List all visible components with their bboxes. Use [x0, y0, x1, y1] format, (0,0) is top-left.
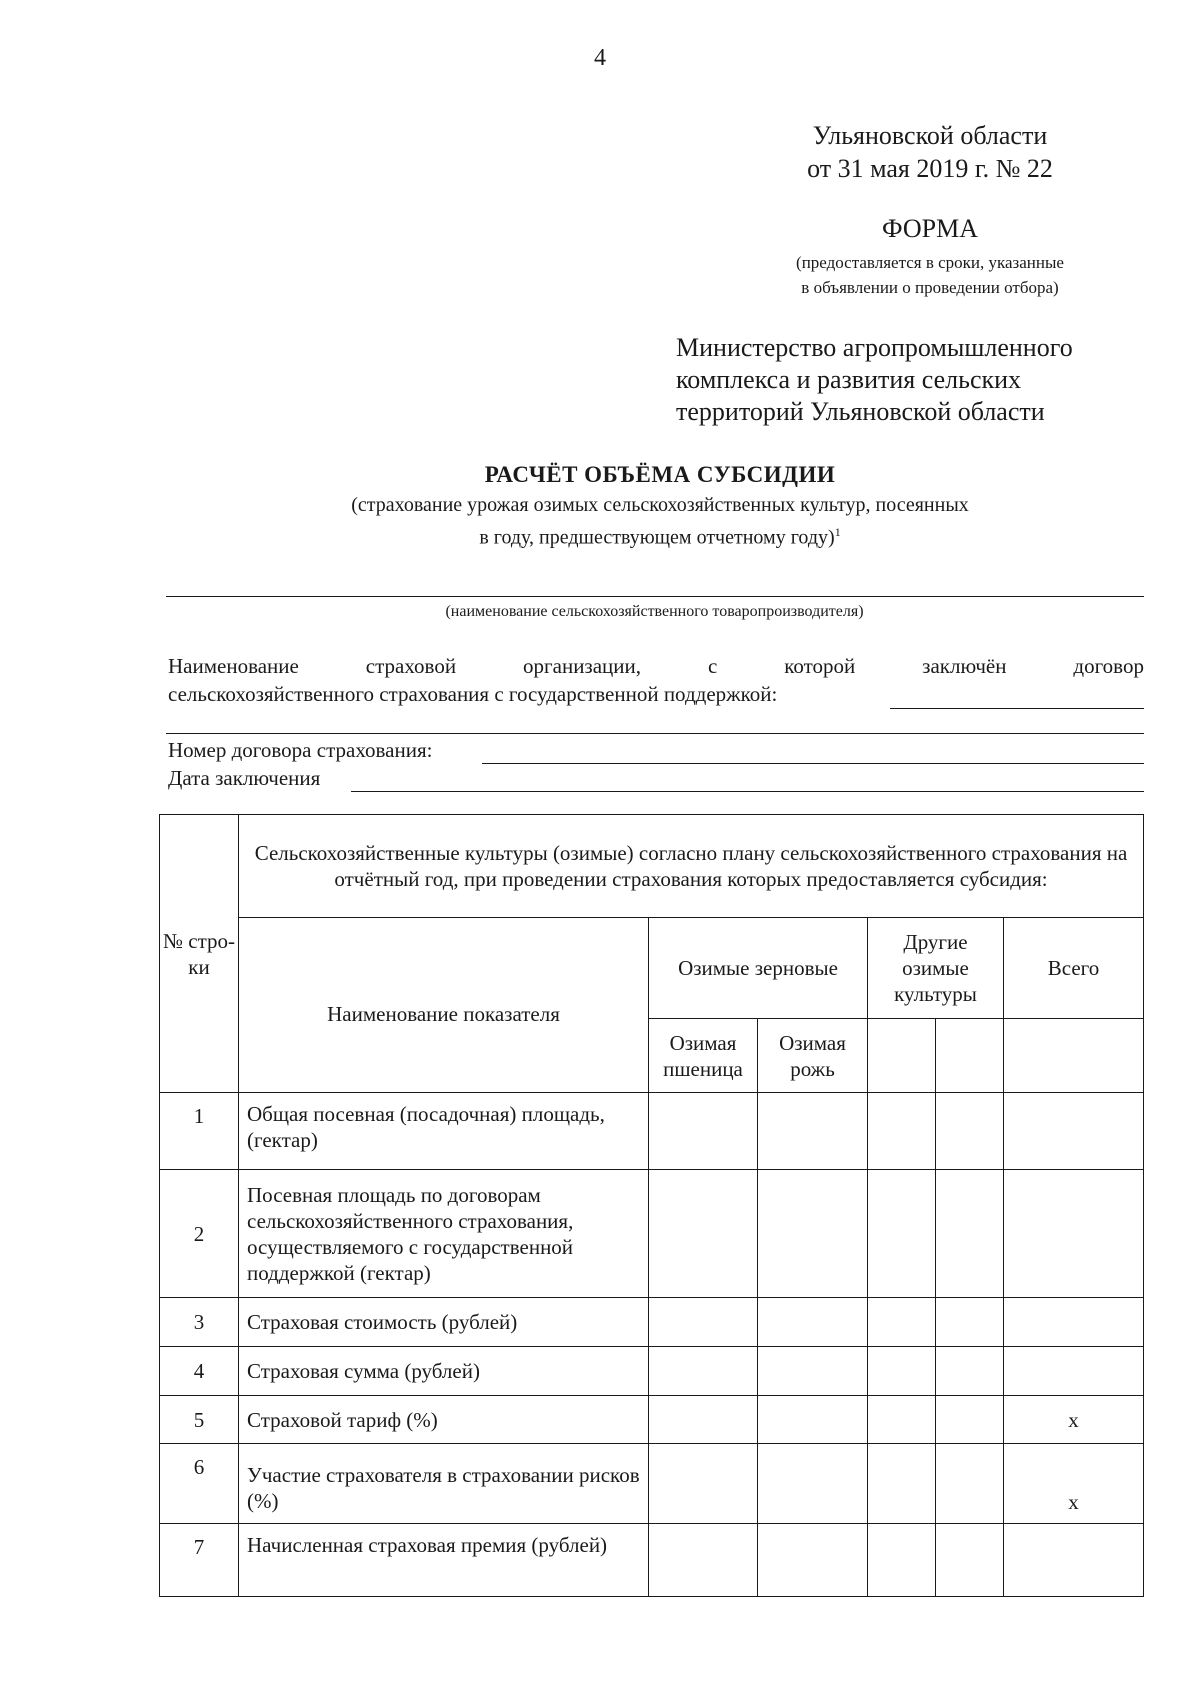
document-title: РАСЧЁТ ОБЪЁМА СУБСИДИИ — [484, 462, 836, 487]
row-number: 4 — [160, 1347, 239, 1396]
input-cell[interactable] — [936, 1170, 1004, 1298]
total-cell[interactable] — [1004, 1093, 1144, 1170]
insurer-word: заключён — [922, 654, 1007, 678]
insurer-name-field-continued[interactable] — [166, 733, 1144, 734]
contract-date-label: Дата заключения — [168, 766, 321, 790]
subtitle-line-2: в году, предшествующем отчетному году) — [479, 526, 835, 549]
row-label: Общая посевная (посадочная) площадь, (гектар) — [239, 1093, 649, 1170]
input-cell[interactable] — [936, 1524, 1004, 1597]
input-cell[interactable] — [868, 1347, 936, 1396]
row-label: Участие страхователя в страховании рисков (%) — [239, 1444, 649, 1524]
input-cell[interactable] — [936, 1298, 1004, 1347]
row-number: 5 — [160, 1396, 239, 1444]
contract-date-field[interactable] — [351, 791, 1144, 792]
indicator-name-header: Наименование показателя — [239, 918, 649, 1093]
insurer-word: договор — [1073, 654, 1144, 678]
input-cell[interactable] — [758, 1347, 868, 1396]
row-label: Посевная площадь по договорам сельскохозяйственного страхования, осуществляемого с государственной поддержкой (гектар) — [239, 1170, 649, 1298]
crops-group-header: Сельскохозяйственные культуры (озимые) согласно плану сельскохозяйственного страхования на отчётный год, при проведении страхования которых предоставляется субсидия: — [239, 815, 1144, 918]
other-crop-1-header — [868, 1019, 936, 1093]
producer-name-field[interactable] — [166, 596, 1144, 597]
table-row — [160, 1347, 1144, 1396]
input-cell[interactable] — [649, 1347, 758, 1396]
other-crop-2-header — [936, 1019, 1004, 1093]
form-title: ФОРМА — [882, 214, 978, 243]
input-cell[interactable] — [649, 1396, 758, 1444]
document-subtitle — [250, 492, 1070, 552]
total-cell[interactable] — [1004, 1347, 1144, 1396]
insurer-name-field[interactable] — [890, 708, 1144, 709]
insurer-word: с — [707, 654, 718, 678]
table-row — [160, 1170, 1144, 1298]
subsidy-table — [159, 814, 1144, 1597]
total-cell[interactable] — [1004, 1298, 1144, 1347]
winter-rye-header: Озимая рожь — [758, 1019, 868, 1093]
input-cell[interactable] — [936, 1093, 1004, 1170]
input-cell[interactable] — [868, 1093, 936, 1170]
row-label: Начисленная страховая премия (рублей) — [239, 1524, 649, 1597]
row-label: Страховая сумма (рублей) — [239, 1347, 649, 1396]
total-subheader — [1004, 1019, 1144, 1093]
input-cell[interactable] — [868, 1298, 936, 1347]
input-cell[interactable] — [758, 1444, 868, 1524]
recipient-line-2: комплекса и развития сельских — [676, 365, 1022, 394]
total-cell[interactable] — [1004, 1524, 1144, 1597]
recipient-line-3: территорий Ульяновской области — [676, 397, 1045, 426]
input-cell[interactable] — [649, 1093, 758, 1170]
input-cell[interactable] — [649, 1444, 758, 1524]
total-header: Всего — [1004, 918, 1144, 1019]
insurer-word: Наименование — [168, 654, 299, 678]
row-number: 7 — [160, 1524, 239, 1597]
insurer-label-line-2: сельскохозяйственного страхования с государственной поддержкой: — [168, 682, 778, 706]
form-note-line-2: в объявлении о проведении отбора) — [801, 278, 1059, 297]
recipient-block — [676, 332, 1073, 428]
recipient-line-1: Министерство агропромышленного — [676, 333, 1073, 362]
input-cell[interactable] — [758, 1170, 868, 1298]
contract-number-label: Номер договора страхования: — [168, 738, 433, 762]
input-cell[interactable] — [758, 1524, 868, 1597]
input-cell[interactable] — [868, 1444, 936, 1524]
other-winter-crops-header: Другие озимые культуры — [868, 918, 1004, 1019]
form-note — [700, 250, 1160, 300]
input-cell[interactable] — [868, 1396, 936, 1444]
row-number-header: № стро- ки — [160, 815, 239, 1093]
row-number: 2 — [160, 1170, 239, 1298]
row-label: Страховой тариф (%) — [239, 1396, 649, 1444]
header-region-line: Ульяновской области — [812, 121, 1048, 150]
header-date-line: от 31 мая 2019 г. № 22 — [807, 154, 1053, 183]
page-number: 4 — [594, 45, 606, 71]
table-row — [160, 1524, 1144, 1597]
row-number: 6 — [160, 1444, 239, 1524]
winter-grain-header: Озимые зерновые — [649, 918, 868, 1019]
input-cell[interactable] — [936, 1347, 1004, 1396]
table-row — [160, 1298, 1144, 1347]
subtitle-line-1: (страхование урожая озимых сельскохозяйственных культур, посеянных — [351, 494, 969, 516]
input-cell[interactable] — [868, 1524, 936, 1597]
input-cell[interactable] — [936, 1396, 1004, 1444]
total-cell: x — [1004, 1396, 1144, 1444]
row-number: 1 — [160, 1093, 239, 1170]
input-cell[interactable] — [868, 1170, 936, 1298]
total-cell: x — [1004, 1444, 1144, 1524]
insurer-word: организации, — [523, 654, 642, 678]
table-row — [160, 1444, 1144, 1524]
total-cell[interactable] — [1004, 1170, 1144, 1298]
input-cell[interactable] — [649, 1170, 758, 1298]
producer-name-caption: (наименование сельскохозяйственного товаропроизводителя) — [445, 603, 864, 620]
contract-number-field[interactable] — [482, 763, 1144, 764]
footnote-mark: 1 — [834, 525, 841, 539]
insurer-label-line-1 — [168, 654, 1144, 679]
table-row — [160, 1396, 1144, 1444]
insurer-word: которой — [784, 654, 856, 678]
input-cell[interactable] — [758, 1396, 868, 1444]
input-cell[interactable] — [649, 1524, 758, 1597]
table-row — [160, 1093, 1144, 1170]
input-cell[interactable] — [758, 1298, 868, 1347]
form-note-line-1: (предоставляется в сроки, указанные — [796, 253, 1064, 272]
row-label: Страховая стоимость (рублей) — [239, 1298, 649, 1347]
winter-wheat-header: Озимая пшеница — [649, 1019, 758, 1093]
input-cell[interactable] — [758, 1093, 868, 1170]
row-number: 3 — [160, 1298, 239, 1347]
input-cell[interactable] — [936, 1444, 1004, 1524]
insurer-word: страховой — [365, 654, 457, 678]
input-cell[interactable] — [649, 1298, 758, 1347]
